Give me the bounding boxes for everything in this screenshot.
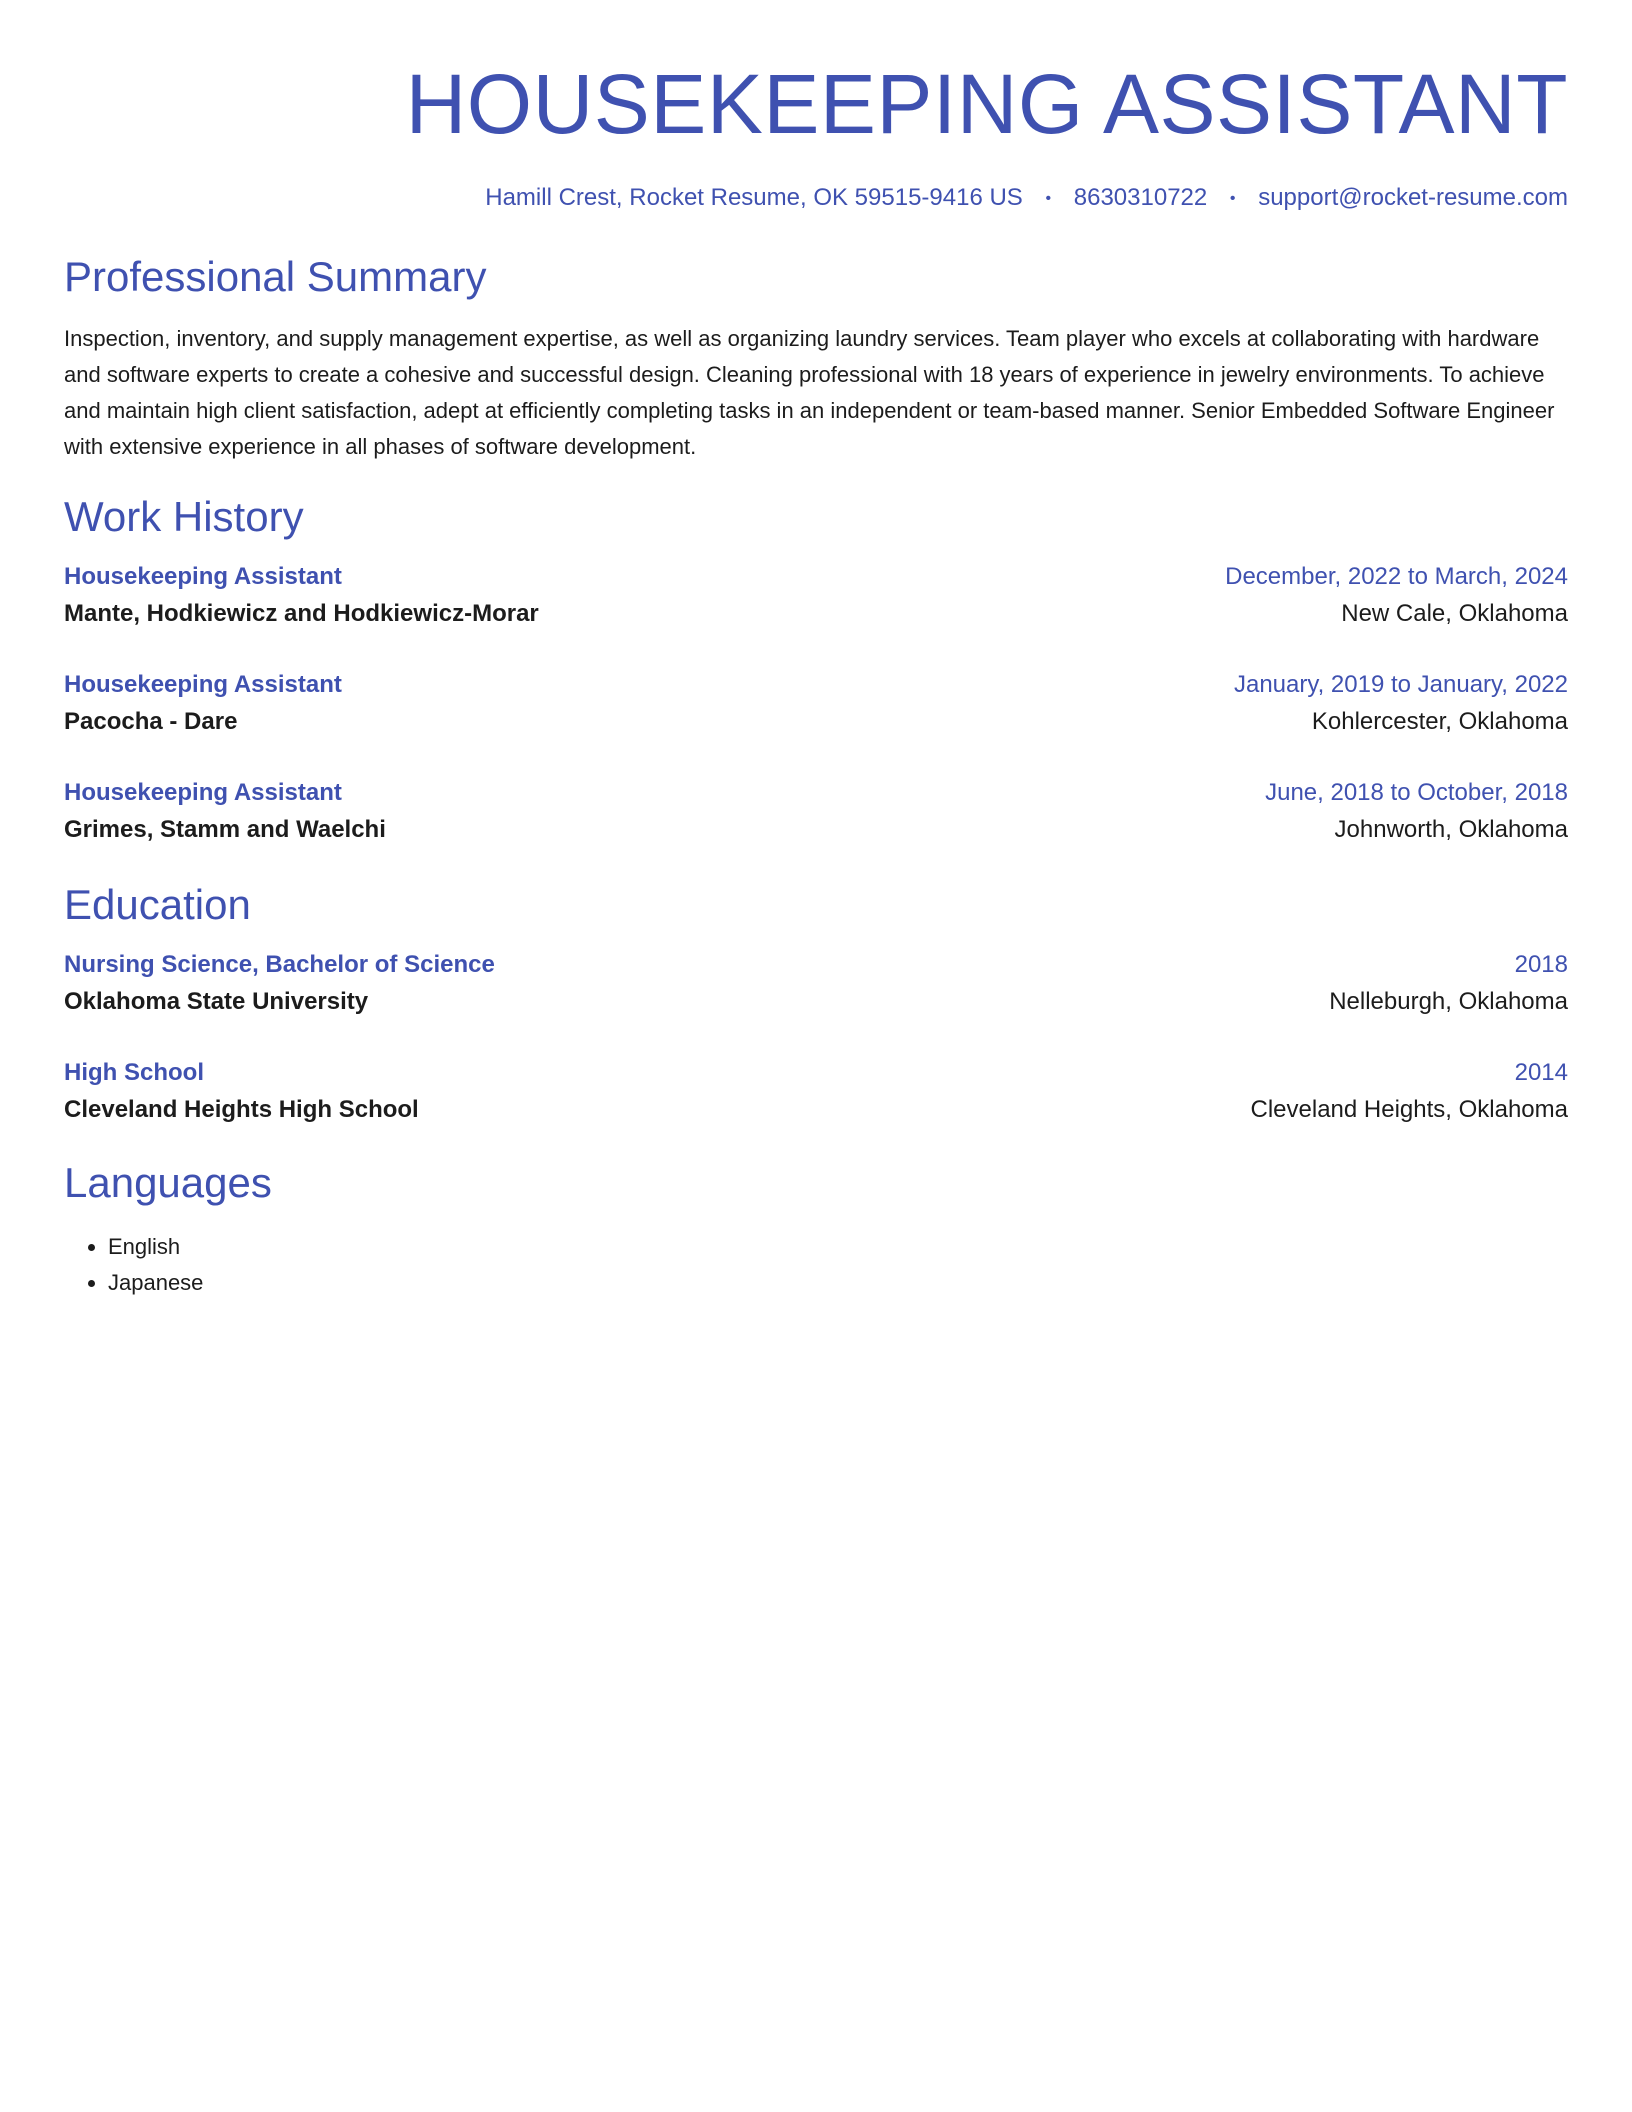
work-entry xyxy=(64,775,1568,849)
school-location: Nelleburgh, Oklahoma xyxy=(1329,987,1568,1015)
job-location: New Cale, Oklahoma xyxy=(1341,599,1568,627)
contact-separator: • xyxy=(1229,189,1236,207)
job-dates: January, 2019 to January, 2022 xyxy=(1233,670,1568,698)
contact-email: support@rocket-resume.com xyxy=(1258,184,1568,211)
contact-phone: 8630310722 xyxy=(1073,184,1208,211)
graduation-year: 2018 xyxy=(1514,950,1568,978)
resume-title: HOUSEKEEPING ASSISTANT xyxy=(405,57,1568,151)
education-entry-details xyxy=(64,983,1568,1021)
school-name: Cleveland Heights High School xyxy=(64,1095,419,1123)
job-title: Housekeeping Assistant xyxy=(64,562,342,590)
job-location: Johnworth, Oklahoma xyxy=(1334,815,1568,843)
languages-list xyxy=(64,1229,1568,1301)
graduation-year: 2014 xyxy=(1514,1058,1568,1086)
section-title-languages: Languages xyxy=(64,1158,272,1206)
school-location: Cleveland Heights, Oklahoma xyxy=(1250,1095,1568,1123)
company-name: Grimes, Stamm and Waelchi xyxy=(64,815,386,843)
education-section xyxy=(64,877,1568,1129)
company-name: Pacocha - Dare xyxy=(64,707,238,735)
education-entry-details xyxy=(64,1091,1568,1129)
contact-line xyxy=(64,182,1568,215)
resume-header xyxy=(64,0,1568,215)
job-dates: December, 2022 to March, 2024 xyxy=(1225,562,1568,590)
work-entry-header xyxy=(64,775,1568,811)
work-history-section xyxy=(64,489,1568,849)
summary-section xyxy=(64,249,1568,465)
work-entry xyxy=(64,667,1568,741)
work-entry xyxy=(64,559,1568,633)
contact-separator: • xyxy=(1045,189,1052,207)
language-item: • Japanese xyxy=(108,1265,1568,1301)
education-entry xyxy=(64,1055,1568,1129)
job-location: Kohlercester, Oklahoma xyxy=(1311,707,1568,735)
section-title-summary: Professional Summary xyxy=(64,252,487,300)
section-title-education: Education xyxy=(64,880,251,928)
work-entry-details xyxy=(64,595,1568,633)
summary-text: Inspection, inventory, and supply management expertise, as well as organizing laundry services. Team player who excels at collaborating with hardware and software experts to create a cohesive and successful design. Cleaning professional with 18 years of experience in jewelry environments. To achieve and maintain high client satisfaction, adept at efficiently completing tasks in an independent or team-based manner. Senior Embedded Software Engineer with extensive experience in all phases of software development. xyxy=(64,325,1555,459)
work-entry-header xyxy=(64,559,1568,595)
education-entries xyxy=(64,947,1568,1129)
education-entry xyxy=(64,947,1568,1021)
work-entry-details xyxy=(64,703,1568,741)
job-title: Housekeeping Assistant xyxy=(64,778,342,806)
education-entry-header xyxy=(64,1055,1568,1091)
work-entry-details xyxy=(64,811,1568,849)
company-name: Mante, Hodkiewicz and Hodkiewicz-Morar xyxy=(64,599,539,627)
work-entry-header xyxy=(64,667,1568,703)
languages-section xyxy=(64,1155,1568,1301)
job-title: Housekeeping Assistant xyxy=(64,670,342,698)
section-title-work-history: Work History xyxy=(64,492,304,540)
contact-address: Hamill Crest, Rocket Resume, OK 59515-9416 US xyxy=(485,184,1023,211)
education-entry-header xyxy=(64,947,1568,983)
degree-name: High School xyxy=(64,1058,204,1086)
school-name: Oklahoma State University xyxy=(64,987,369,1015)
work-entries xyxy=(64,559,1568,849)
job-dates: June, 2018 to October, 2018 xyxy=(1265,778,1568,806)
degree-name: Nursing Science, Bachelor of Science xyxy=(64,950,495,978)
language-item: • English xyxy=(108,1229,1568,1265)
